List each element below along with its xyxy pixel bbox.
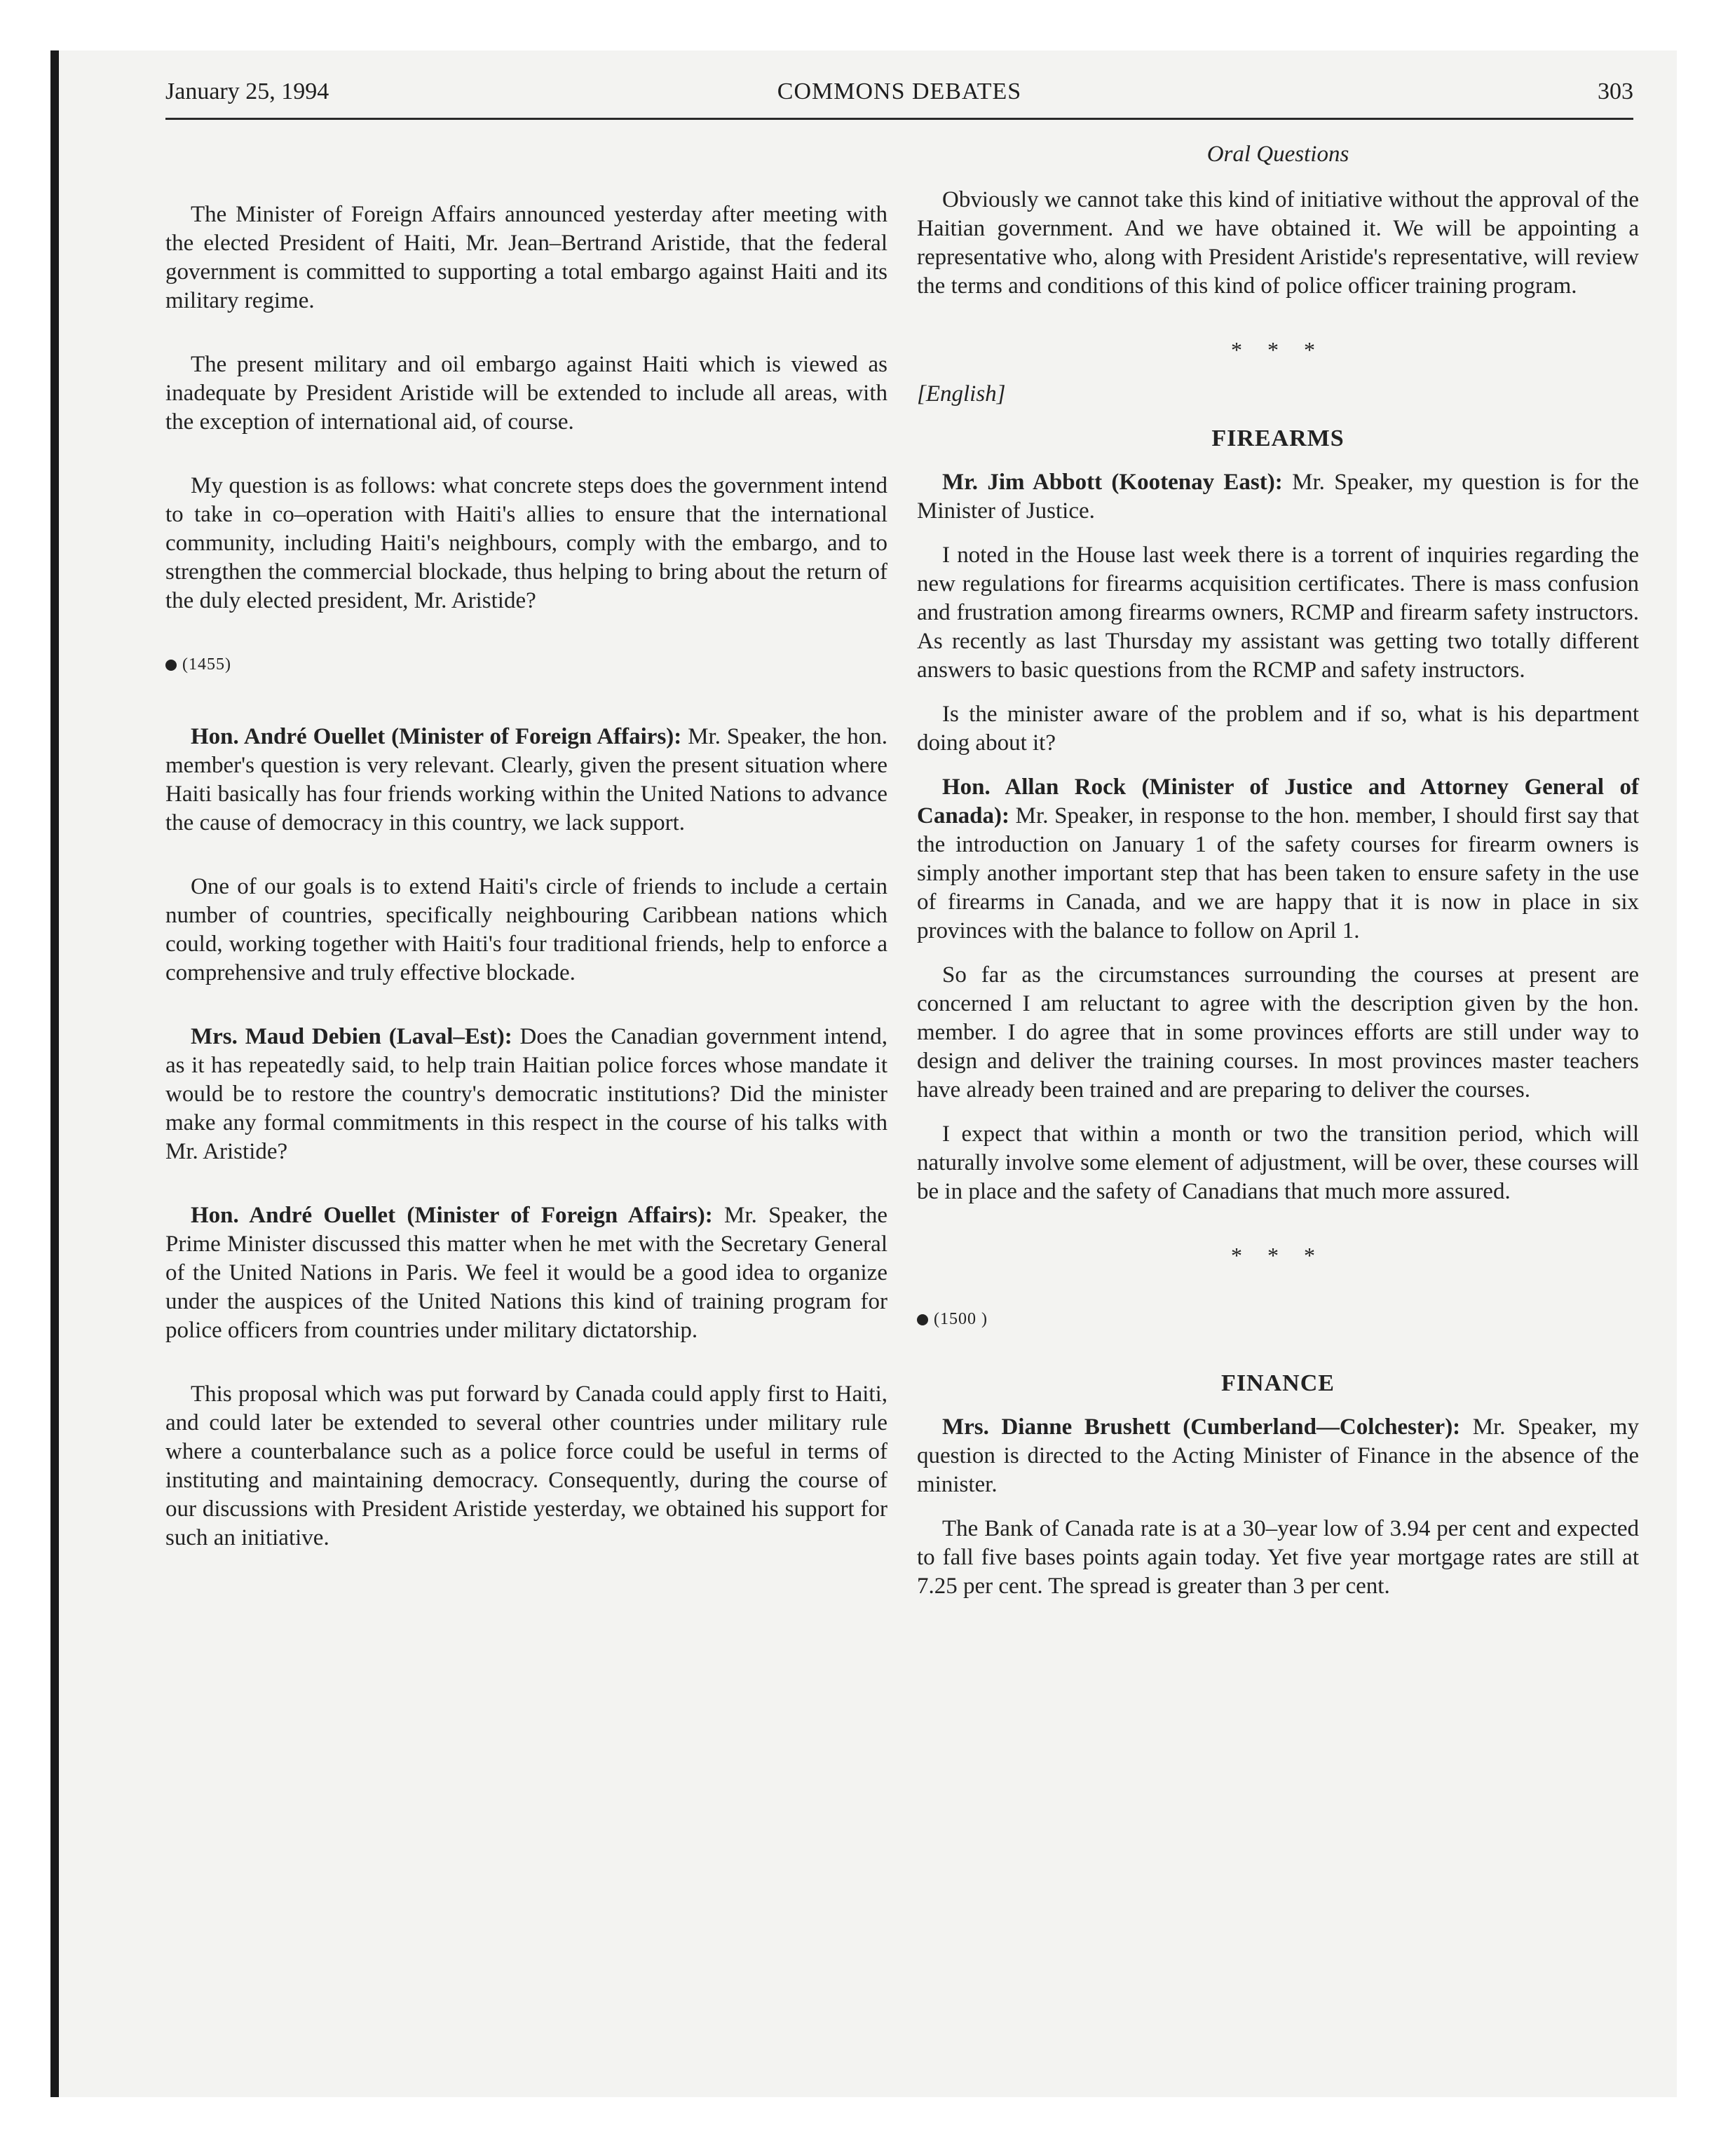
paragraph: This proposal which was put forward by Canada could apply first to Haiti, and could later be extended to several other countries under military rule where a counterbalance such as a police force could be useful in terms of instituting and maintaining democracy. Consequently, during the course of our discussions with President Aristide yesterday, we obtained his support for such an initiative. [165,1381,887,1550]
speaker-name: Mrs. Maud Debien (Laval–Est): [191,1024,512,1049]
bullet-icon [917,1314,928,1325]
timestamp-text: (1500 ) [934,1310,988,1328]
speaker-name: Hon. André Ouellet (Minister of Foreign Affairs): [191,724,682,749]
header-page-number: 303 [1598,79,1633,104]
page-header [165,79,1633,118]
timestamp [165,650,887,679]
left-column [165,140,887,1553]
speech [165,1201,887,1345]
speaker-name: Mr. Jim Abbott (Kootenay East): [942,470,1283,495]
speech-text: Mr. Speaker, the hon. member's question is very relevant. Clearly, given the present situation where Haiti basically has four friends working within the United Nations to advance the cause of democracy in this country, we lack support. [165,724,887,835]
paragraph: So far as the circumstances surrounding the courses at present are concerned I am reluctant to agree with the description given by the hon. member. I do agree that in some provinces efforts are still under way to design and deliver the training courses. In most provinces master teachers have already been trained and are preparing to deliver the courses. [917,962,1639,1103]
header-rule [165,118,1633,120]
language-marker: [English] [917,381,1006,407]
section-heading: FIREARMS [1211,425,1345,451]
section-separator: * * * [1231,1243,1325,1268]
speaker-name: Hon. André Ouellet (Minister of Foreign Affairs): [191,1203,713,1228]
bullet-icon [165,660,177,671]
paragraph: One of our goals is to extend Haiti's circle of friends to include a certain number of countries, specifically neighbouring Caribbean nations which could, working together with Haiti's four traditional friends, help to enforce a comprehensive and truly effective blockade. [165,874,887,985]
speaker-name: Mrs. Dianne Brushett (Cumberland—Colchester): [942,1414,1461,1440]
paragraph: The present military and oil embargo against Haiti which is viewed as inadequate by President Aristide will be extended to include all areas, with the exception of international aid, of course. [165,352,887,435]
speech-text: Mr. Speaker, the Prime Minister discussed this matter when he met with the Secretary General of the United Nations in Paris. We feel it would be a good idea to organize under the auspices of the United Nations this kind of training program for police officers from countries under military dictatorship. [165,1203,887,1343]
right-column [917,140,1639,1601]
header-title: COMMONS DEBATES [777,79,1022,104]
paragraph: Is the minister aware of the problem and if so, what is his department doing about it? [917,702,1639,756]
timestamp [917,1305,1639,1334]
speech [917,773,1639,946]
section-separator: * * * [1231,337,1325,362]
header-date: January 25, 1994 [165,79,329,104]
paragraph: The Bank of Canada rate is at a 30–year low of 3.94 per cent and expected to fall five bases points again today. Yet five year mortgage rates are still at 7.25 per cent. The spread is greater than 3 per cent. [917,1516,1639,1599]
paragraph: The Minister of Foreign Affairs announced yesterday after meeting with the elected President of Haiti, Mr. Jean–Bertrand Aristide, that the federal government is committed to supporting a total embargo against Haiti and its military regime. [165,202,887,313]
paragraph: I noted in the House last week there is a torrent of inquiries regarding the new regulations for firearms acquisition certificates. There is mass confusion and frustration among firearms owners, RCMP and firearm safety instructors. As recently as last Thursday my assistant was getting two totally different answers to basic questions from the RCMP and safety instructors. [917,543,1639,683]
speech [917,1413,1639,1499]
paragraph: My question is as follows: what concrete steps does the government intend to take in co–operation with Haiti's allies to ensure that the international community, including Haiti's neighbours, comply with the embargo, and to strengthen the commercial blockade, thus helping to bring about the return of the duly elected president, Mr. Aristide? [165,473,887,613]
speech [165,1023,887,1166]
running-head: Oral Questions [1206,142,1349,167]
speech-text: Mr. Speaker, in response to the hon. member, I should first say that the introduction on January 1 of the safety courses for firearm owners is simply another important step that has been taken to ensure safety in the use of firearms in Canada, and we are happy that it is now in place in six provinces with the balance to follow on April 1. [917,803,1639,943]
speaker-name: Hon. Allan Rock (Minister of Justice and Attorney General of Canada): [917,775,1639,828]
speech-text: Mr. Speaker, my question is directed to the Acting Minister of Finance in the absence of the minister. [917,1414,1639,1497]
scan-edge [50,50,59,2097]
paragraph: I expect that within a month or two the transition period, which will naturally involve some element of adjustment, will be over, these courses will be in place and the safety of Canadians that much more assured. [917,1121,1639,1204]
section-heading: FINANCE [1221,1370,1335,1396]
speech [165,723,887,838]
speech-text: Does the Canadian government intend, as it has repeatedly said, to help train Haitian police forces whose mandate it would be to restore the country's democratic institutions? Did the minister make any formal commitments in this respect in the course of his talks with Mr. Aristide? [165,1024,887,1164]
speech-text: Mr. Speaker, my question is for the Minister of Justice. [917,470,1639,524]
timestamp-text: (1455) [182,655,231,674]
speech [917,468,1639,526]
paragraph: Obviously we cannot take this kind of initiative without the approval of the Haitian government. And we have obtained it. We will be appointing a representative who, along with President Aristide's representative, will review the terms and conditions of this kind of police officer training program. [917,187,1639,299]
